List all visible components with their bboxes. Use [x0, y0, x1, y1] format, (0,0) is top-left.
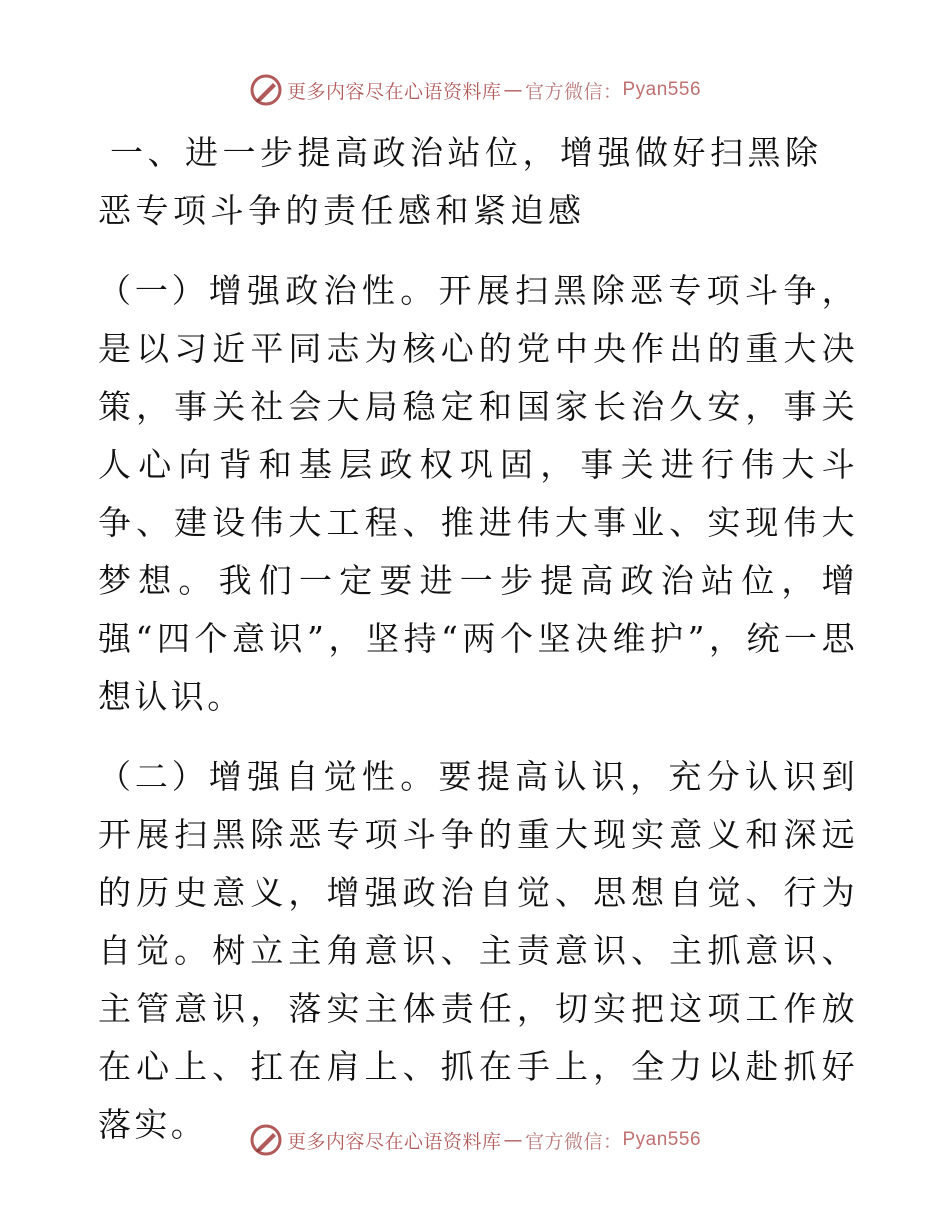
watermark-wechat-id: Pyan556: [622, 79, 702, 100]
header-watermark: [0, 70, 950, 110]
paragraph-2: [98, 748, 858, 1154]
section-heading: 一、进一步提高政治站位，增强做好扫黑除恶专项斗争的责任感和紧迫感: [98, 133, 823, 230]
watermark-separator: —: [503, 79, 523, 101]
paragraph-2-text: 增强自觉性。要提高认识，充分认识到开展扫黑除恶专项斗争的重大现实意义和深远的历史意义，增强政治自觉、思想自觉、行为自觉。树立主角意识、主责意识、主抓意识、主管意识，落实主体责任，切实把这项工作放在心上、扛在肩上、抓在手上，全力以赴抓好落实。: [98, 757, 858, 1144]
paragraph-1-text: 增强政治性。开展扫黑除恶专项斗争，是以习近平同志为核心的党中央作出的重大决策，事关社会大局稳定和国家长治久安，事关人心向背和基层政权巩固，事关进行伟大斗争、建设伟大工程、推进伟大事业、实现伟大梦想。我们一定要进一步提高政治站位，增强“四个意识”，坚持“两个坚决维护”，统一思想认识。: [98, 271, 858, 716]
watermark-site-text: 更多内容尽在心语资料库: [286, 1130, 502, 1153]
footer-watermark: [0, 1120, 950, 1160]
watermark-wechat-label: 官方微信：: [524, 80, 623, 103]
paragraph-2-number: （二）: [98, 757, 209, 796]
watermark-site-text: 更多内容尽在心语资料库: [286, 80, 502, 103]
watermark-wechat-label: 官方微信：: [524, 1130, 623, 1153]
pen-logo-icon: [249, 1123, 283, 1157]
pen-logo-icon: [249, 73, 283, 107]
watermark-wechat-id: Pyan556: [622, 1129, 702, 1150]
paragraph-1-number: （一）: [98, 271, 209, 310]
paragraph-1: [98, 262, 858, 726]
document-body: [98, 124, 858, 1154]
watermark-separator: —: [503, 1129, 523, 1151]
